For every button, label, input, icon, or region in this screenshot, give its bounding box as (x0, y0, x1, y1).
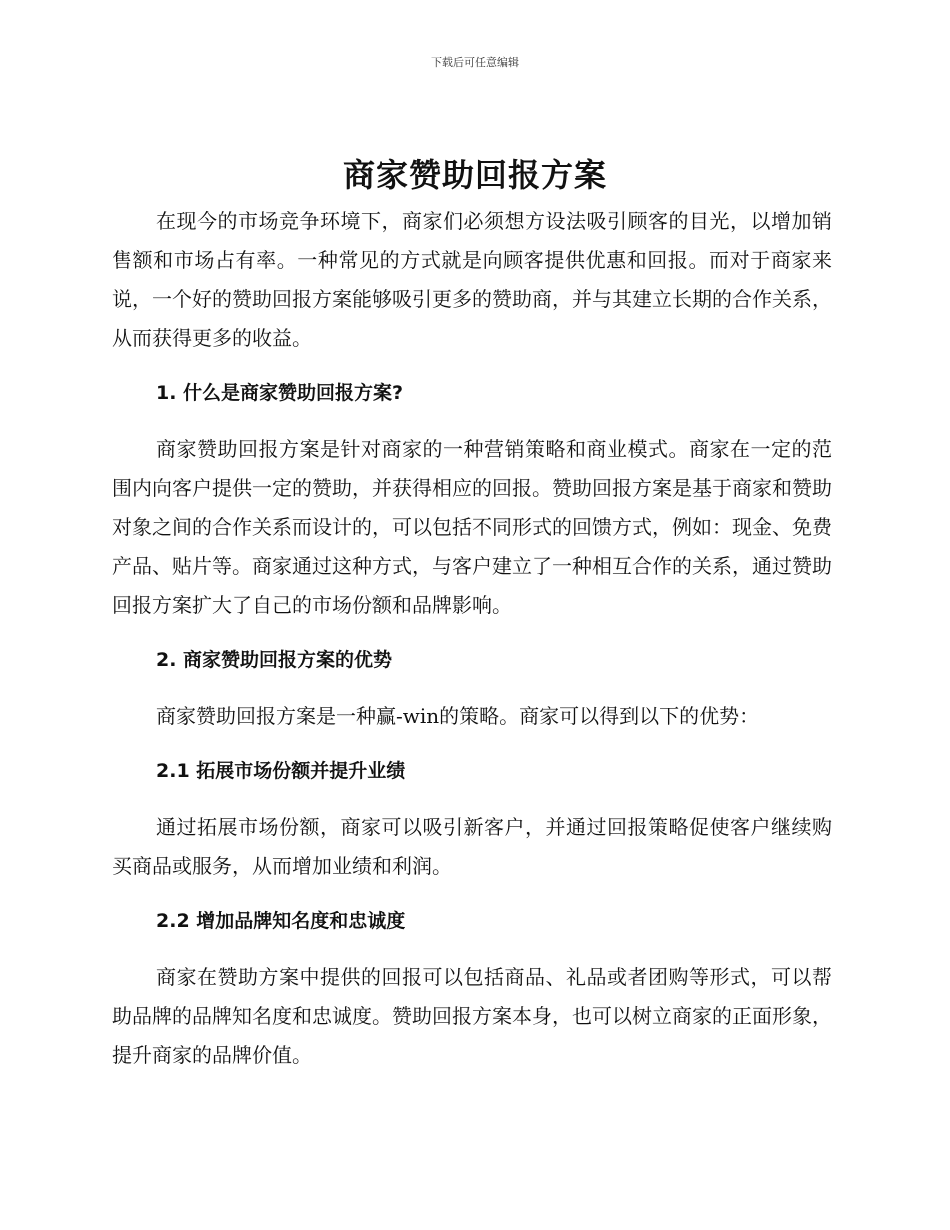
section-body-2-2: 商家在赞助方案中提供的回报可以包括商品、礼品或者团购等形式，可以帮助品牌的品牌知名度和忠诚度。赞助回报方案本身，也可以树立商家的正面形象，提升商家的品牌价值。 (112, 965, 832, 1067)
document-body (112, 202, 832, 1075)
section-body-2-1: 通过拓展市场份额，商家可以吸引新客户，并通过回报策略促使客户继续购买商品或服务，从而增加业绩和利润。 (112, 815, 832, 878)
section-heading-2-2: 2.2 增加品牌知名度和忠诚度 (156, 910, 406, 932)
section-body-2: 商家赞助回报方案是一种赢-win的策略。商家可以得到以下的优势： (156, 704, 760, 728)
header-note: 下载后可任意编辑 (431, 56, 519, 69)
section-heading-2-1: 2.1 拓展市场份额并提升业绩 (156, 760, 406, 782)
section-heading-1: 1. 什么是商家赞助回报方案? (156, 382, 404, 404)
section-heading-2: 2. 商家赞助回报方案的优势 (156, 649, 393, 671)
document-title: 商家赞助回报方案 (342, 156, 607, 194)
section-body-1: 商家赞助回报方案是针对商家的一种营销策略和商业模式。商家在一定的范围内向客户提供一定的赞助，并获得相应的回报。赞助回报方案是基于商家和赞助对象之间的合作关系而设计的，可以包括不同形式的回馈方式，例如：现金、免费产品、贴片等。商家通过这种方式，与客户建立了一种相互合作的关系，通过赞助回报方案扩大了自己的市场份额和品牌影响。 (112, 437, 832, 617)
intro-paragraph: 在现今的市场竞争环境下，商家们必须想方设法吸引顾客的目光，以增加销售额和市场占有率。一种常见的方式就是向顾客提供优惠和回报。而对于商家来说，一个好的赞助回报方案能够吸引更多的赞助商，并与其建立长期的合作关系，从而获得更多的收益。 (112, 209, 832, 350)
